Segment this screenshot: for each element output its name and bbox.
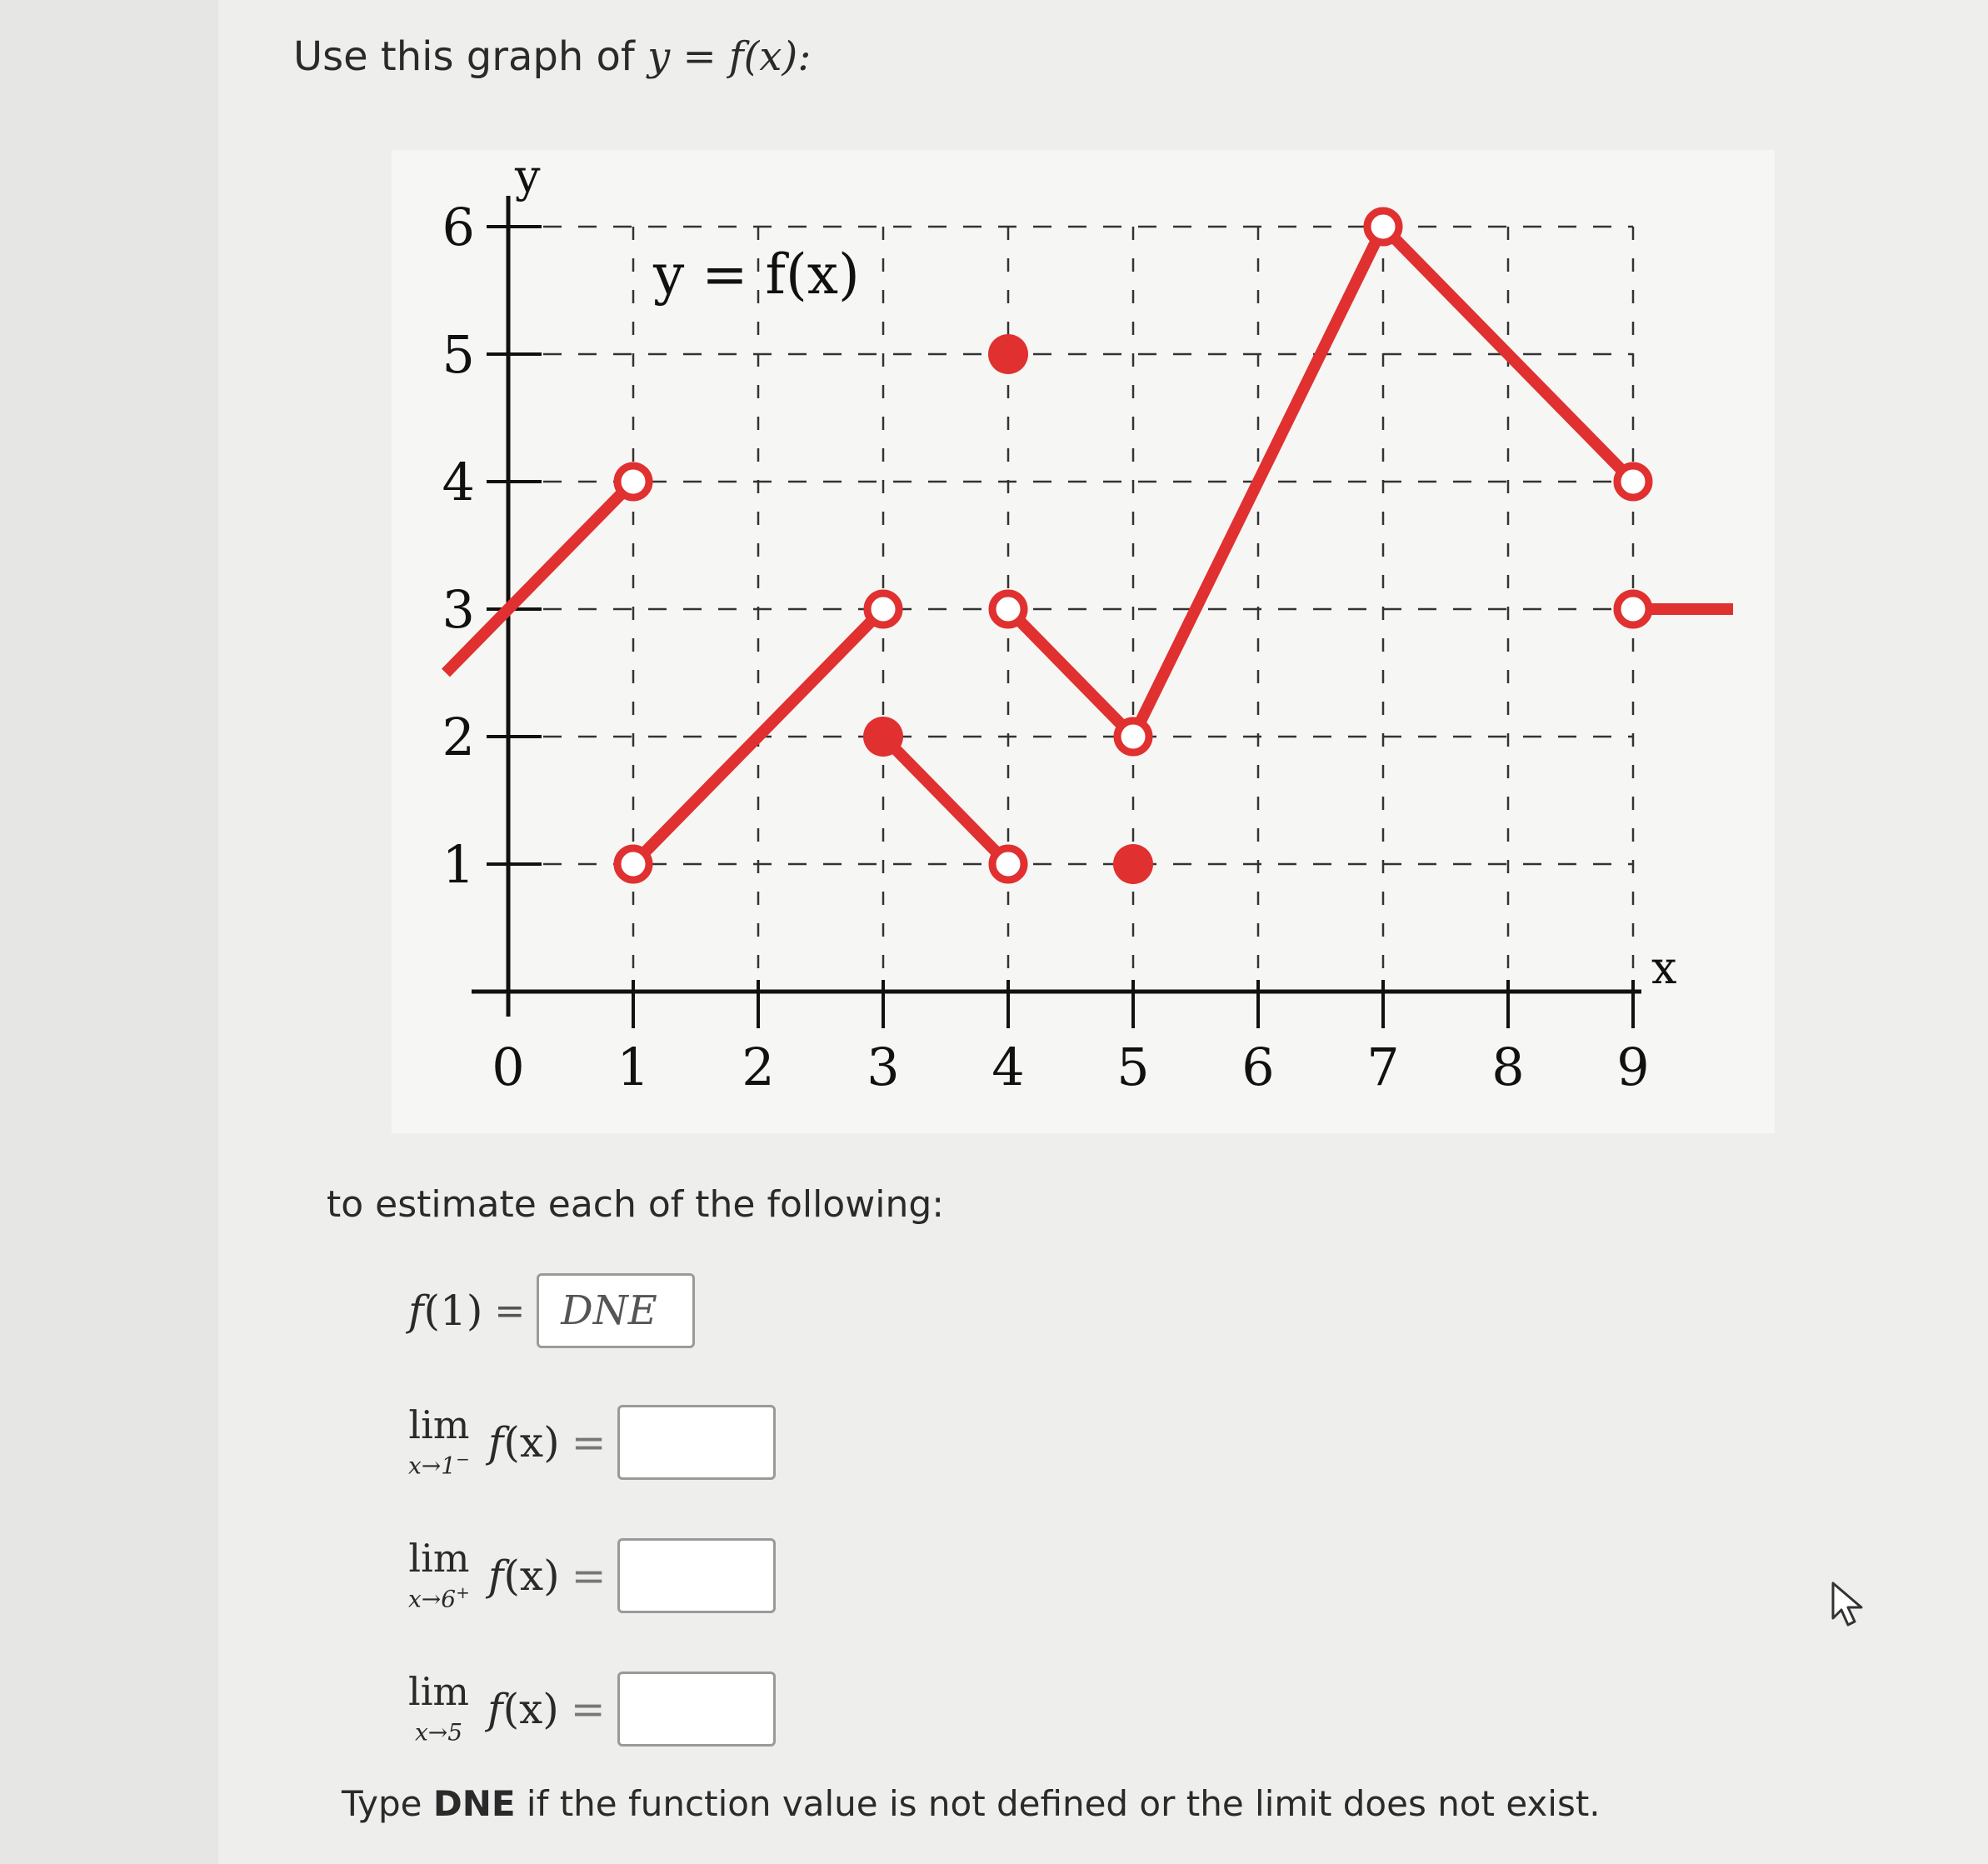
lim1-equals: = [571,1418,607,1467]
x-tick-label-1: 1 [617,1037,650,1097]
curve-segment-3 [883,737,1008,864]
x-tick-label-6: 6 [1241,1037,1275,1097]
lim3-operator [408,1668,470,1747]
question-lim-1-minus [408,1402,776,1480]
y-tick-label-2: 2 [442,707,475,767]
footnote-post: if the function value is not defined or the limit does not exist. [515,1783,1601,1824]
intro-equation: y = f(x): [647,33,812,80]
footnote-bold: DNE [432,1783,516,1824]
open-point-9 [1617,593,1649,625]
open-point-6 [1117,721,1149,752]
lim2-arg: (x) [503,1552,560,1600]
f1-equals: = [494,1289,526,1332]
lim2-operator [408,1535,470,1613]
answer-input-lim2[interactable] [617,1538,776,1613]
x-tick-label-5: 5 [1116,1037,1150,1097]
y-tick-label-6: 6 [442,197,475,257]
lim1-arg: (x) [503,1418,560,1467]
x-tick-label-2: 2 [742,1037,775,1097]
lim3-sub [415,1716,462,1746]
open-point-4 [992,593,1024,625]
question-lim-5 [408,1668,776,1747]
y-tick-label-4: 4 [442,452,475,512]
answer-input-lim1[interactable] [617,1405,776,1480]
x-tick-label-3: 3 [867,1037,900,1097]
y-tick-label-3: 3 [442,579,475,640]
x-axis-label: x [1651,942,1677,994]
lim2-sub-text: x→6 [408,1585,457,1613]
y-tick-label-5: 5 [442,324,475,385]
lim2-fx [488,1552,560,1600]
y-axis-label: y [515,150,541,202]
answer-input-f1[interactable]: DNE [537,1273,695,1348]
open-point-3 [867,593,899,625]
lim3-fx [487,1685,559,1733]
lim3-word: lim [408,1668,470,1714]
open-point-7 [1367,211,1399,242]
closed-point-1 [863,717,903,757]
open-point-8 [1617,466,1649,497]
f1-arg: (1) [423,1287,483,1335]
function-curve [446,227,1733,864]
x-tick-label-9: 9 [1616,1037,1650,1097]
lim1-sup: − [456,1448,470,1469]
lim3-arg: (x) [502,1685,559,1733]
lim2-func: f [487,1552,504,1600]
grid-lines [508,227,1633,992]
x-tick-label-8: 8 [1491,1037,1525,1097]
question-f-of-1 [408,1273,695,1348]
lim2-sub [408,1582,470,1612]
function-graph [392,150,1775,1133]
lim3-func: f [487,1685,503,1733]
instruction-text: to estimate each of the following: [327,1183,945,1226]
y-tick-label-1: 1 [442,834,475,895]
left-sidebar [0,0,218,1864]
answer-input-lim3[interactable] [617,1672,776,1747]
x-tick-label-4: 4 [992,1037,1025,1097]
open-point-2 [617,848,649,880]
x-tick-label-0: 0 [492,1037,525,1097]
footnote-pre: Type [342,1783,433,1824]
closed-point-3 [1113,844,1153,884]
closed-point-2 [988,334,1028,374]
lim2-sup: + [456,1582,470,1602]
chart-title: y = f(x) [653,242,860,307]
lim1-fx [488,1418,560,1467]
question-lim-6-plus [408,1535,776,1613]
lim1-word: lim [408,1402,470,1447]
f1-label [408,1287,482,1335]
lim1-operator [408,1402,470,1480]
open-point-1 [617,466,649,497]
mouse-pointer-icon [1830,1580,1871,1630]
x-tick-label-7: 7 [1366,1037,1400,1097]
f1-func: f [408,1287,424,1335]
lim1-func: f [487,1418,504,1467]
open-point-5 [992,848,1024,880]
lim2-equals: = [571,1552,607,1600]
lim1-sub-text: x→1 [408,1452,457,1480]
lim3-sub-text: x→5 [414,1718,463,1747]
lim3-equals: = [570,1685,606,1733]
lim1-sub [408,1449,470,1479]
lim2-word: lim [408,1535,470,1581]
question-intro [293,33,811,80]
dne-footnote [342,1783,1601,1824]
intro-text: Use this graph of [293,33,648,80]
